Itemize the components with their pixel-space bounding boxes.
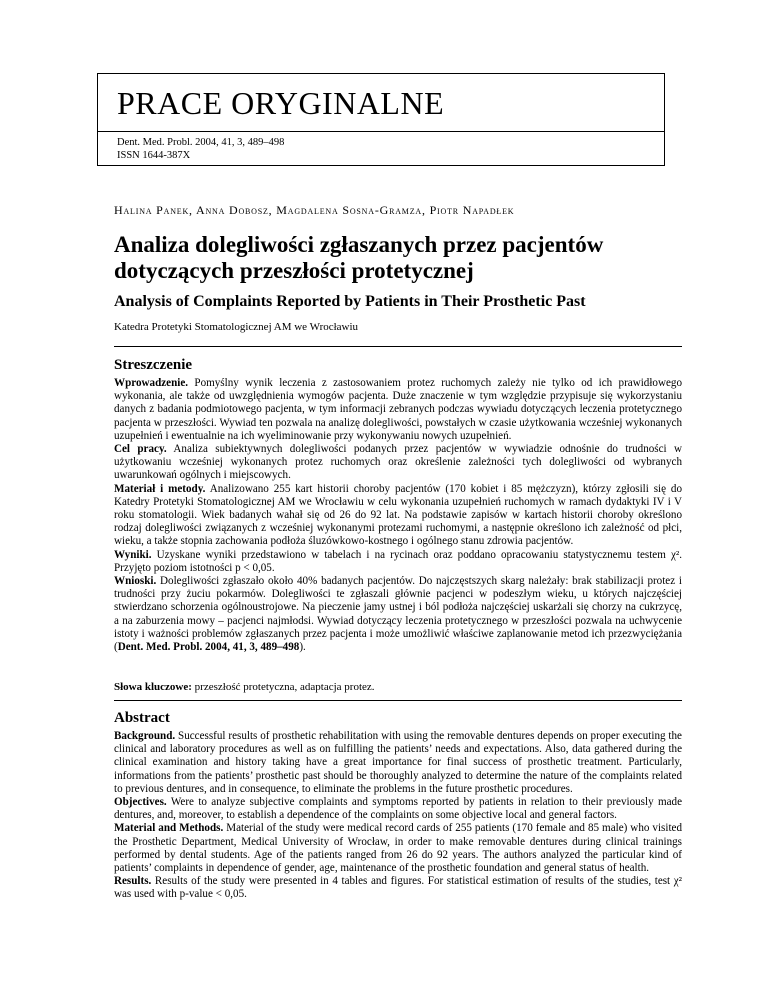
keywords — [114, 681, 682, 693]
citation — [117, 136, 284, 162]
paragraph — [114, 575, 682, 654]
keywords-text: przeszłość protetyczna, adaptacja protez. — [191, 681, 375, 693]
paragraph-text: Analiza subiektywnych dolegliwości podanych przez pacjentów w wywiadzie odnośnie do trudności w użytkowaniu wcześniej wykonanych protez ruchomych oraz określenie zależności tych dolegliwości od wybranych uwarunkowań ogólnych i miejscowych. — [114, 443, 682, 482]
paragraph-text: Material of the study were medical record cards of 255 patients (170 female and 85 male) who visited the Prosthetic Department, Medical University of Wrocław, in order to make removable dentures during clinical trainings performed by dental students. Age of the patients ranged from 26 do 92 years. The authors analyzed the particular kind of patients’ complaints in dependence of gender, age, maintenance of the prosthetic foundation and general status of health. — [114, 822, 682, 875]
paragraph-label: Background. — [114, 730, 176, 742]
paragraph-text: Successful results of prosthetic rehabilitation with using the removable dentures depends on proper executing the clinical and laboratory procedures as well as on fulfilling the patients’ needs and expectations. Also, data gathered during the clinical examination and history taking have a great importance for final success of prosthetic treatment. Particularly, informations from the patients’ prosthetic past should be thoroughly analyzed to determine the nature of the complaints related to previous dentures, and in consequence, to eliminate the problems in the future prosthetic procedures. — [114, 730, 682, 795]
title-pl-line: dotyczących przeszłości protetycznej — [114, 258, 474, 283]
paragraph — [114, 730, 682, 796]
paragraph-label: Cel pracy. — [114, 443, 167, 456]
divider — [114, 346, 682, 347]
streszczenie-body — [114, 377, 682, 654]
paragraph-text: Were to analyze subjective complaints and symptoms reported by patients in relation to their previously made dentures, and, moreover, to establish a dependence of the complaints on some objective local and general factors. — [114, 796, 682, 822]
author-list: Halina Panek, Anna Dobosz, Magdalena Sosna-Gramza, Piotr Napadłek — [114, 203, 515, 217]
paragraph-text: Results of the study were presented in 4 tables and figures. For statistical estimation of results of the studies, test χ² was used with p-value < 0,05. — [114, 875, 682, 901]
paragraph-label: Results. — [114, 875, 152, 888]
issn-line: ISSN 1644-387X — [117, 150, 191, 161]
streszczenie-heading: Streszczenie — [114, 357, 193, 373]
paragraph — [114, 875, 682, 901]
section-title: PRACE ORYGINALNE — [117, 85, 445, 121]
divider — [114, 700, 682, 701]
paragraph-label: Objectives. — [114, 796, 167, 809]
abstract-heading: Abstract — [114, 710, 170, 726]
paragraph-label: Wnioski. — [114, 575, 157, 588]
paragraph — [114, 483, 682, 549]
paragraph — [114, 443, 682, 483]
header-divider — [98, 131, 664, 132]
paragraph-text: Pomyślny wynik leczenia z zastosowaniem protez ruchomych zależy nie tylko od ich prawidłowego wykonania, ale także od uwzględnienia wymogów pacjenta. Duże znaczenie w tym względzie przypisuje się wykorzystaniu danych z badania podmiotowego pacjenta, w tym informacji zebranych podczas wywiadu dotyczących leczenia protetycznego pacjenta w przeszłości. Wywiad ten pozwala na analizę dolegliwości, powstałych w czasie użytkowania wcześniej wykonanych uzupełnień i ewentualnie na ich wyeliminowanie przy wykonywaniu nowych uzupełnień. — [114, 377, 682, 442]
paragraph — [114, 796, 682, 822]
paragraph-text: Uzyskane wyniki przedstawiono w tabelach i na rycinach oraz poddano opracowaniu statystycznemu testem χ². Przyjęto poziom istotności p < 0,05. — [114, 548, 682, 574]
paragraph — [114, 549, 682, 575]
affiliation: Katedra Protetyki Stomatologicznej AM we Wrocławiu — [114, 321, 359, 333]
paragraph-label: Materiał i metody. — [114, 482, 206, 495]
paragraph-text: Analizowano 255 kart historii choroby pacjentów (170 kobiet i 85 mężczyzn), którzy zgłosili się do Katedry Protetyki Stomatologicznej AM we Wrocławiu w celu wykonania uzupełnień ruchomych w ramach dydaktyki IV i V roku stomatologii. Wiek badanych wahał się od 26 do 92 lat. Na podstawie zapisów w kartach historii choroby określono rodzaj dolegliwości związanych z wcześniej wykonanymi protezami ruchomymi, a następnie określono ich zależność od płci, wieku, a także stopnia zachowania podłoża śluzówkowo-kostnego i ogólnego stanu zdrowia pacjentów. — [114, 482, 683, 548]
paragraph-label: Material and Methods. — [114, 822, 224, 835]
paragraph-label: Wprowadzenie. — [114, 377, 189, 389]
abstract-body — [114, 730, 682, 902]
keywords-label: Słowa kluczowe: — [114, 681, 192, 693]
title-pl-line: Analiza dolegliwości zgłaszanych przez pacjentów — [114, 232, 604, 257]
journal-header-box — [97, 73, 665, 166]
article-title-pl — [114, 232, 674, 284]
citation-inline: Dent. Med. Probl. 2004, 41, 3, 489–498 — [117, 641, 300, 654]
paragraph-label: Wyniki. — [114, 548, 152, 561]
citation-line: Dent. Med. Probl. 2004, 41, 3, 489–498 — [117, 137, 285, 148]
article-title-en: Analysis of Complaints Reported by Patients in Their Prosthetic Past — [114, 293, 586, 310]
paragraph-tail: ). — [299, 641, 306, 654]
paragraph — [114, 377, 682, 443]
paragraph-text: Dolegliwości zgłaszało około 40% badanych pacjentów. Do najczęstszych skarg należały: brak stabilizacji protez i trudności przy żuciu pokarmów. Dolegliwości te zgłaszali głównie pacjenci w podeszłym wieku, u których najczęściej stwierdzano schorzenia ogólnoustrojowe. Na pieczenie jamy ustnej i ból podłoża najczęściej uskarżali się chorzy na cukrzycę, a na zaburzenia mowy – pacjenci najmłodsi. Wywiad dotyczący leczenia protetycznego w przeszłości pozwala na uchwycenie istoty i ważności problemów zgłaszanych przez pacjenta i może umożliwić właściwe zaplanowanie metod ich przezwyciężania ( — [114, 575, 682, 654]
paragraph — [114, 822, 682, 875]
